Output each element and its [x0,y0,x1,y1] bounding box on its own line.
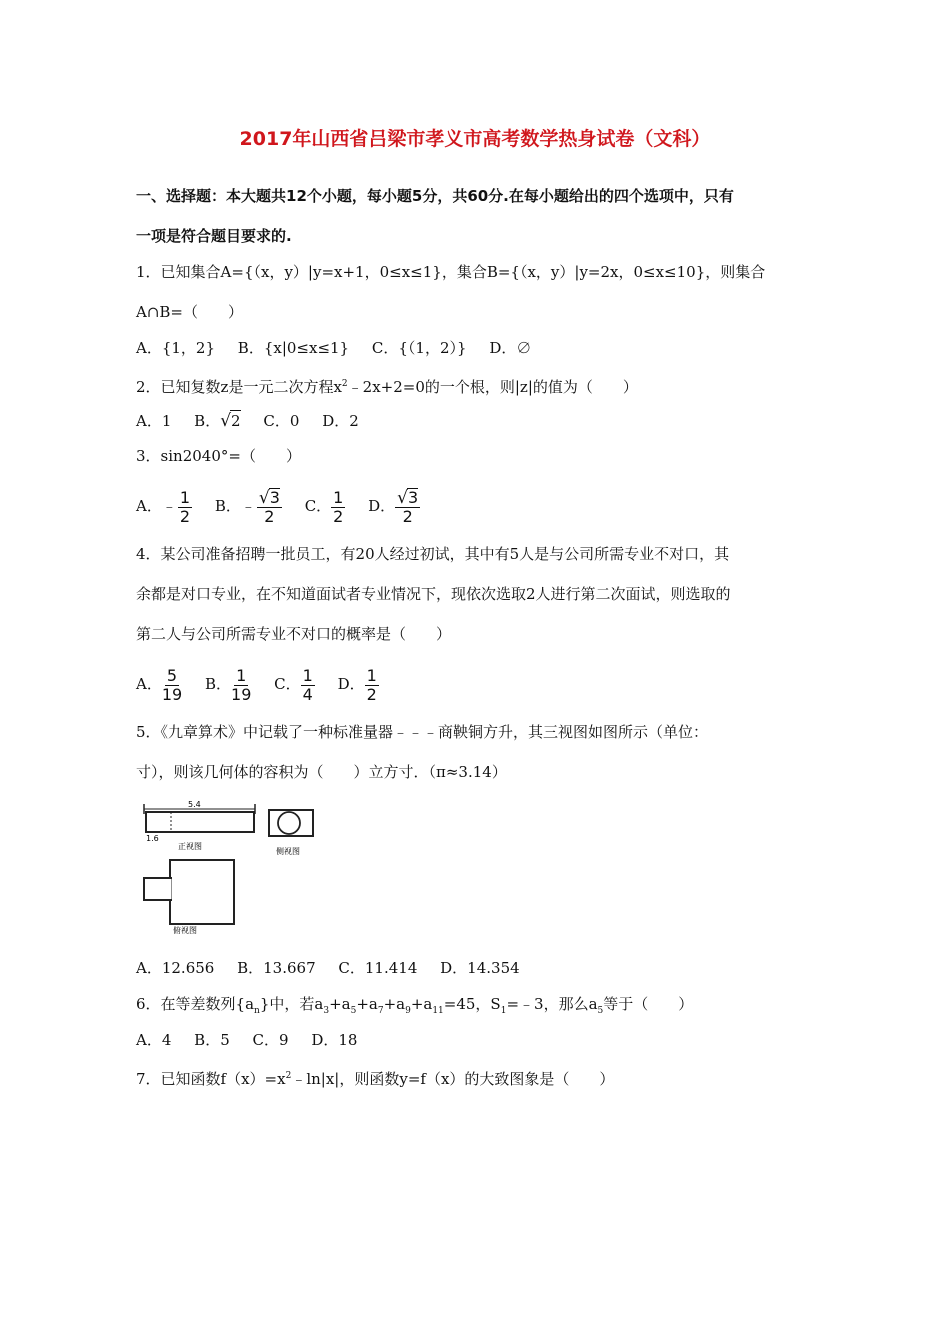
q3-option-a: A．﹣ $\frac{1}{2}$ [136,487,191,526]
q6-option-b: B．5 [194,1031,230,1049]
q5-option-b: B．13.667 [237,959,316,977]
q3-option-b: B．﹣ $\frac{√3}{2}$ [214,488,280,526]
q4-stem-line3: 第二人与公司所需专业不对口的概率是（ ） [136,625,452,643]
front-view-rect [146,812,254,832]
q3-stem: 3．sin2040°=（ ） [136,447,301,465]
side-view-circle [278,812,300,834]
section-heading-line2: 一项是符合题目要求的. [136,227,292,245]
q5-option-c: C．11.414 [338,959,418,977]
q6-option-a: A．4 [136,1031,172,1049]
dim-label-top: 5.4 [188,800,201,809]
q1-option-a: A．{1，2} [136,339,216,357]
q2-option-b: B．√2 [194,411,241,431]
q5-stem-line2: 寸），则该几何体的容积为（ ）立方寸．（π≈3.14） [136,763,507,781]
q5-option-a: A．12.656 [136,959,215,977]
q5-options [136,958,538,978]
section-heading-line1: 一、选择题：本大题共12个小题，每小题5分，共60分.在每小题给出的四个选项中，只有 [136,187,734,205]
q6-options [136,1030,375,1050]
top-view-square [170,860,234,924]
q1-stem-line2: A∩B=（ ） [136,303,243,321]
side-view-rect [269,810,313,836]
q4-option-b: B． $\frac{1}{19}$ [204,665,252,704]
q7-stem: 7．已知函数$f(x)=x^2﹣\ln|x|$，则函数y=f（x）的大致图象是（ ） [136,1070,615,1088]
q2-options [136,410,377,431]
q3-option-c: C． $\frac{1}{2}$ [304,487,344,526]
q2-option-a: A．1 [136,412,172,430]
q3-option-d: D． $\frac{√3}{2}$ [368,488,419,526]
page-title: 2017年山西省吕梁市孝义市高考数学热身试卷（文科） [239,128,711,150]
front-view-label: 正视图 [178,842,202,851]
q1-option-c: C．{（1，2）} [371,339,467,357]
top-view-label: 俯视图 [173,926,197,935]
q3-options [136,484,438,528]
q5-stem-line1: 5．《九章算术》中记载了一种标准量器﹣﹣﹣商鞅铜方升，其三视图如图所示（单位： [136,723,709,741]
q2-option-c: C．0 [263,412,300,430]
dim-label-side: 1.6 [146,834,159,843]
q4-options [136,662,397,706]
q1-stem-line1: 1．已知集合A={（x，y）|y=x+1，0≤x≤1}，集合B={（x，y）|y=2x，0≤x≤10}，则集合 [136,263,766,281]
three-view-figure [138,798,333,938]
q2-stem: 2．已知复数z是一元二次方程$x^2﹣2x+2=0$的一个根，则|z|的值为（ ） [136,378,638,396]
q5-option-d: D．14.354 [440,959,520,977]
q1-option-b: B．{x|0≤x≤1} [237,339,350,357]
q4-option-d: D． $\frac{1}{2}$ [337,665,377,704]
q6-option-d: D．18 [311,1031,358,1049]
q6-stem: 6．在等差数列$\{a_n\}$中，若$a_3+a_5+a_7+a_9+a_{11}=45$，$S_1=﹣3$，那么$a_5$等于（ ） [136,995,694,1016]
q6-option-c: C．9 [252,1031,289,1049]
q4-option-a: A． $\frac{5}{19}$ [136,665,183,704]
side-view-label: 侧视图 [276,847,300,856]
q1-option-d: D．∅ [489,339,532,357]
q4-stem-line1: 4．某公司准备招聘一批员工，有20人经过初试，其中有5人是与公司所需专业不对口，其 [136,545,730,563]
q4-option-c: C． $\frac{1}{4}$ [274,665,313,704]
q4-stem-line2: 余都是对口专业，在不知道面试者专业情况下，现依次选取2人进行第二次面试，则选取的 [136,585,731,603]
q1-options [136,338,549,358]
q2-option-d: D．2 [322,412,359,430]
top-view-handle [144,878,171,900]
